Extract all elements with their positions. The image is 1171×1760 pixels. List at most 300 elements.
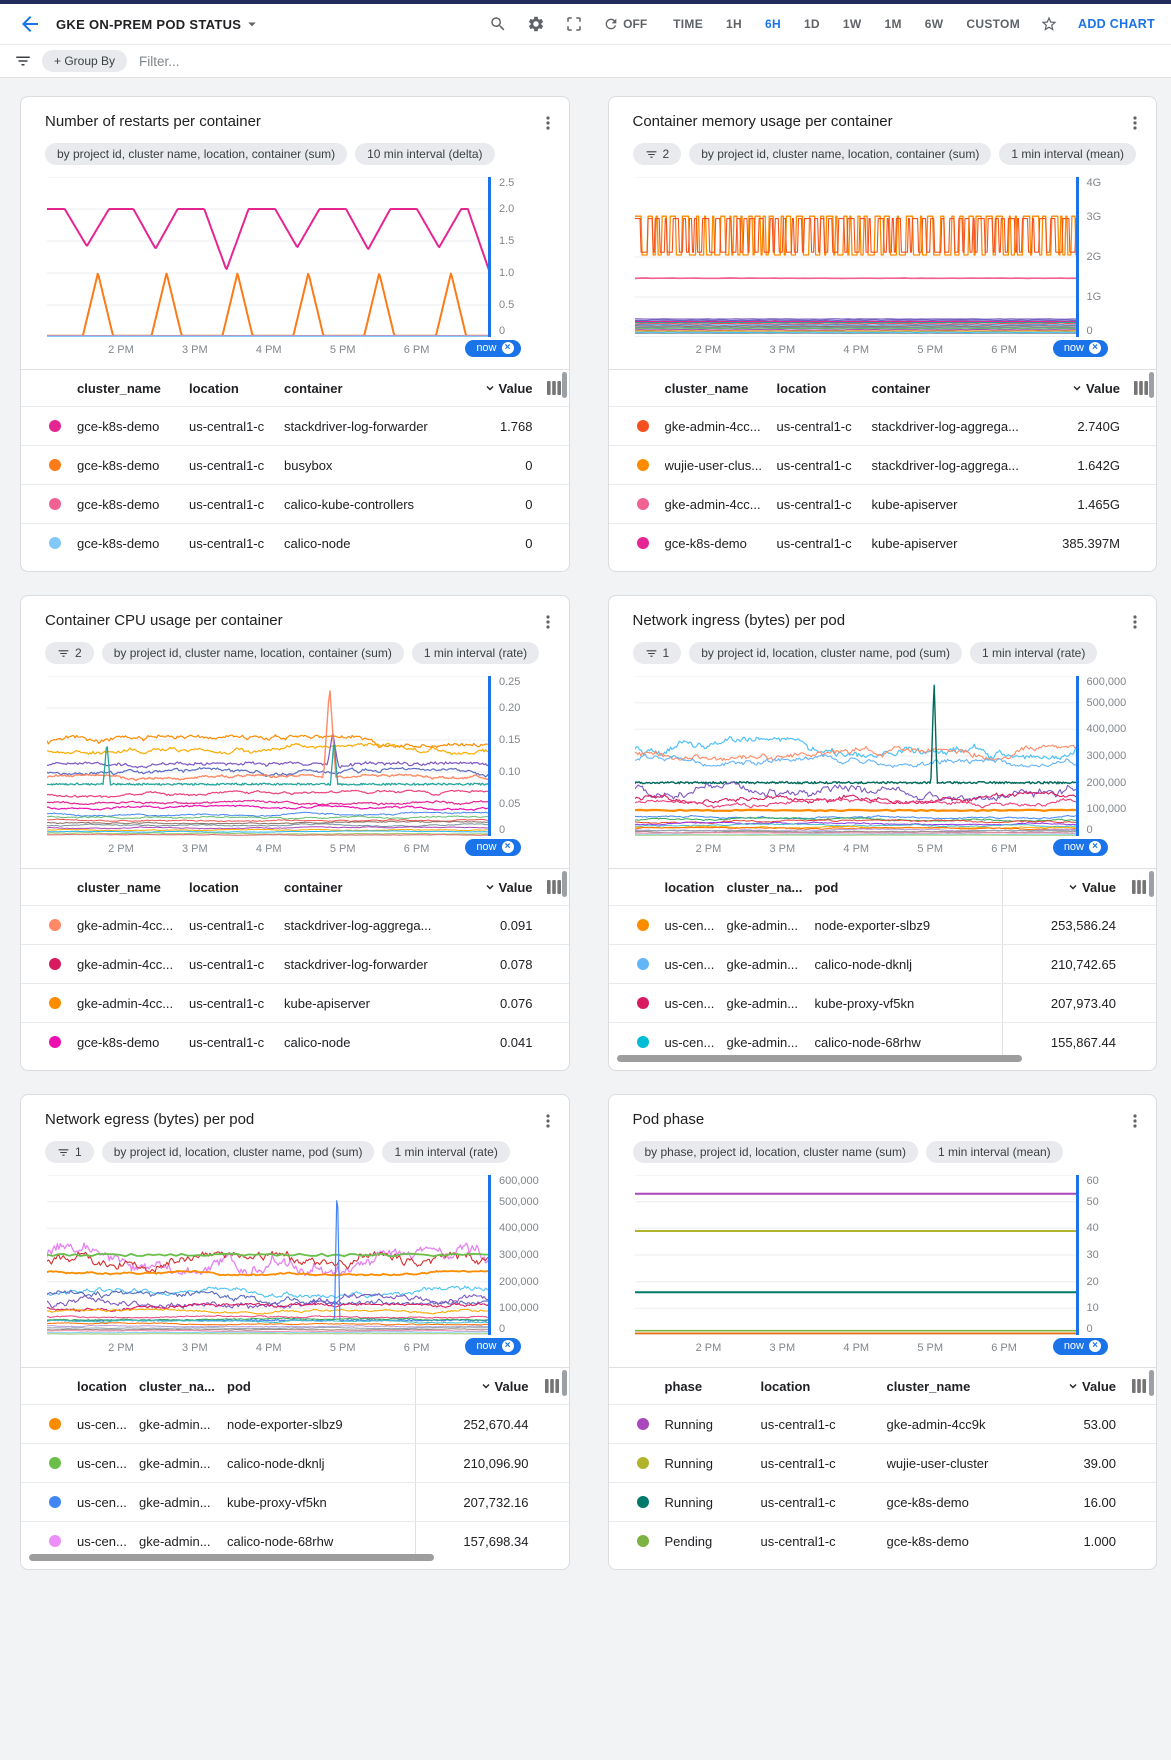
interval-chip[interactable]: 1 min interval (rate) xyxy=(382,1141,509,1163)
now-label: now xyxy=(476,841,497,853)
legend-table xyxy=(21,1367,569,1560)
value-cell: 385.397M xyxy=(1062,535,1120,551)
chip-row xyxy=(21,1130,569,1163)
legend-cell: us-cen... xyxy=(664,917,715,933)
legend-cell: node-exporter-slbz9 xyxy=(227,1416,343,1432)
legend-cell: gce-k8s-demo xyxy=(664,535,747,551)
chart-canvas[interactable] xyxy=(47,676,491,836)
series-color-dot xyxy=(637,1496,649,1508)
legend-row[interactable] xyxy=(21,406,569,445)
y-tick-label: 0 xyxy=(499,1323,506,1335)
chart-plot[interactable] xyxy=(47,676,491,836)
now-label: now xyxy=(1063,841,1084,853)
filter-count-chip[interactable] xyxy=(633,143,682,165)
chart-card xyxy=(608,1094,1158,1570)
card-menu-icon[interactable] xyxy=(539,114,557,132)
table-vertical-scrollbar[interactable] xyxy=(562,1370,567,1396)
value-cell: 53.00 xyxy=(1083,1416,1116,1432)
value-cell: 0 xyxy=(525,457,533,473)
filter-count: 1 xyxy=(75,1145,82,1159)
chart-card xyxy=(608,595,1158,1071)
interval-chip[interactable]: 1 min interval (rate) xyxy=(970,642,1097,664)
filter-icon xyxy=(57,647,70,660)
value-cell: 0 xyxy=(525,496,533,512)
sort-chevron-icon xyxy=(1068,1381,1078,1391)
chart xyxy=(635,177,1157,337)
chart xyxy=(47,177,569,337)
y-axis-labels xyxy=(1079,676,1157,836)
legend-cell: us-central1-c xyxy=(189,1034,265,1050)
column-header[interactable]: cluster_name xyxy=(77,380,161,396)
legend-cell: kube-proxy-vf5kn xyxy=(814,995,915,1011)
x-axis-labels xyxy=(635,1337,1098,1359)
now-badge[interactable] xyxy=(1053,1338,1108,1355)
column-display-icon[interactable] xyxy=(1133,381,1149,395)
legend-row[interactable] xyxy=(609,1482,1157,1521)
time-button-1m[interactable]: 1M xyxy=(884,17,902,31)
chart-canvas[interactable] xyxy=(635,676,1079,836)
sort-chevron-icon xyxy=(1072,383,1082,393)
card-menu-icon[interactable] xyxy=(1126,114,1144,132)
series-color-dot xyxy=(637,919,649,931)
now-label: now xyxy=(1063,342,1084,354)
column-header[interactable]: cluster_na... xyxy=(726,879,803,895)
column-header[interactable]: location xyxy=(776,380,827,396)
series-color-dot xyxy=(49,420,61,432)
legend-row[interactable] xyxy=(609,406,1157,445)
value-cell: 253,586.24 xyxy=(1002,906,1122,944)
y-tick-label: 2G xyxy=(1086,251,1102,263)
legend-row[interactable] xyxy=(21,523,569,562)
legend-cell: kube-proxy-vf5kn xyxy=(227,1494,327,1510)
now-label: now xyxy=(476,342,497,354)
chart-plot[interactable] xyxy=(47,177,491,337)
filter-count: 2 xyxy=(75,646,82,660)
value-cell: 1.642G xyxy=(1077,457,1120,473)
back-icon[interactable] xyxy=(18,12,42,36)
series-color-dot xyxy=(637,958,649,970)
series-color-dot xyxy=(49,958,61,970)
table-vertical-scrollbar[interactable] xyxy=(1149,372,1154,398)
x-tick-label: 3 PM xyxy=(769,344,796,356)
now-dismiss-icon[interactable]: × xyxy=(1089,1340,1101,1352)
time-button-1h[interactable]: 1H xyxy=(726,17,742,31)
table-vertical-scrollbar[interactable] xyxy=(1149,871,1154,897)
chart xyxy=(47,676,569,836)
table-vertical-scrollbar[interactable] xyxy=(1149,1370,1154,1396)
series-color-dot xyxy=(637,1535,649,1547)
chip-row xyxy=(609,631,1157,664)
aggregation-chip[interactable]: by project id, cluster name, location, container (sum) xyxy=(689,143,991,165)
series-color-dot xyxy=(49,919,61,931)
value-cell: 1.000 xyxy=(1083,1533,1116,1549)
auto-refresh-button[interactable] xyxy=(603,16,647,32)
legend-row[interactable] xyxy=(21,445,569,484)
legend-cell: gke-admin-4cc... xyxy=(77,956,174,972)
legend-cell: us-central1-c xyxy=(189,418,265,434)
chart-plot[interactable] xyxy=(47,1175,491,1335)
value-column-header[interactable] xyxy=(1042,1368,1122,1404)
x-tick-label: 5 PM xyxy=(917,344,944,356)
now-badge[interactable] xyxy=(465,1338,520,1355)
x-tick-label: 2 PM xyxy=(108,344,134,356)
value-cell: 252,670.44 xyxy=(415,1405,535,1443)
value-header-label: Value xyxy=(494,1378,529,1394)
y-tick-label: 200,000 xyxy=(1086,777,1127,789)
filter-icon xyxy=(645,647,658,660)
legend-cell: us-cen... xyxy=(664,1034,715,1050)
aggregation-chip[interactable]: by project id, cluster name, location, container (sum) xyxy=(102,642,404,664)
legend-cell: busybox xyxy=(284,457,333,473)
y-axis-labels xyxy=(491,177,569,337)
y-tick-label: 0.05 xyxy=(499,798,521,810)
series-color-dot xyxy=(637,459,649,471)
chart-canvas[interactable] xyxy=(635,177,1079,337)
legend-cell: kube-apiserver xyxy=(871,496,958,512)
sort-chevron-icon xyxy=(481,1381,491,1391)
y-tick-label: 300,000 xyxy=(499,1249,539,1261)
legend-table xyxy=(21,369,569,562)
time-button-custom[interactable]: CUSTOM xyxy=(966,17,1020,31)
y-tick-label: 0.10 xyxy=(499,766,521,778)
column-header[interactable]: location xyxy=(664,879,715,895)
now-dismiss-icon[interactable]: × xyxy=(1089,841,1101,853)
column-header[interactable]: location xyxy=(189,380,239,396)
x-tick-label: 5 PM xyxy=(917,843,944,855)
add-chart-button[interactable]: ADD CHART xyxy=(1078,17,1155,31)
chip-row xyxy=(21,631,569,664)
x-tick-label: 6 PM xyxy=(991,1342,1017,1354)
series-color-dot xyxy=(49,537,61,549)
series-color-dot xyxy=(637,1418,649,1430)
column-header[interactable]: cluster_na... xyxy=(139,1378,215,1394)
y-axis-labels xyxy=(491,676,569,836)
value-cell: 155,867.44 xyxy=(1002,1023,1122,1061)
x-axis-labels xyxy=(47,838,511,860)
table-horizontal-scrollbar[interactable] xyxy=(29,1554,434,1561)
x-tick-label: 4 PM xyxy=(843,1342,870,1354)
y-tick-label: 200,000 xyxy=(499,1276,539,1288)
legend-cell: node-exporter-slbz9 xyxy=(814,917,931,933)
card-menu-icon[interactable] xyxy=(539,613,557,631)
legend-cell: gke-admin-4cc... xyxy=(664,418,761,434)
legend-cell: us-central1-c xyxy=(776,418,852,434)
group-by-chip[interactable] xyxy=(42,50,127,72)
legend-row[interactable] xyxy=(609,983,1157,1022)
value-header-label: Value xyxy=(1086,380,1120,396)
app-toolbar xyxy=(0,4,1171,45)
filter-toolbar xyxy=(0,45,1171,78)
chart-card xyxy=(608,96,1158,572)
legend-cell: Pending xyxy=(664,1533,713,1549)
legend-row[interactable] xyxy=(609,484,1157,523)
y-tick-label: 1.0 xyxy=(499,267,515,279)
legend-cell: us-central1-c xyxy=(776,457,852,473)
card-menu-icon[interactable] xyxy=(539,1112,557,1130)
aggregation-chip[interactable]: by project id, location, cluster name, pod (sum) xyxy=(102,1141,375,1163)
legend-row[interactable] xyxy=(21,1404,569,1443)
legend-cell: stackdriver-log-aggrega... xyxy=(871,457,1019,473)
legend-cell: us-cen... xyxy=(664,956,715,972)
legend-cell: stackdriver-log-forwarder xyxy=(284,418,428,434)
aggregation-chip[interactable]: by project id, cluster name, location, container (sum) xyxy=(45,143,347,165)
legend-cell: us-cen... xyxy=(77,1494,127,1510)
legend-row[interactable] xyxy=(21,1022,569,1061)
now-badge[interactable] xyxy=(1053,340,1108,357)
now-dismiss-icon[interactable]: × xyxy=(502,841,514,853)
y-tick-label: 0.25 xyxy=(499,676,521,688)
legend-cell: us-central1-c xyxy=(189,995,265,1011)
legend-row[interactable] xyxy=(609,944,1157,983)
y-tick-label: 500,000 xyxy=(499,1196,539,1208)
interval-chip[interactable]: 1 min interval (rate) xyxy=(412,642,539,664)
value-cell: 210,742.65 xyxy=(1002,945,1122,983)
x-tick-label: 2 PM xyxy=(108,1342,134,1354)
table-header-row xyxy=(609,1367,1157,1404)
y-axis-labels xyxy=(1079,177,1157,337)
y-tick-label: 2.0 xyxy=(499,203,515,215)
search-icon[interactable] xyxy=(489,15,507,33)
chart-plot[interactable] xyxy=(635,177,1079,337)
x-tick-label: 5 PM xyxy=(329,344,356,356)
table-header-row xyxy=(21,868,569,905)
time-button-1w[interactable]: 1W xyxy=(842,17,862,31)
legend-cell: gce-k8s-demo xyxy=(77,457,160,473)
legend-row[interactable] xyxy=(609,1404,1157,1443)
series-color-dot xyxy=(49,1036,61,1048)
title-dropdown-caret-icon[interactable] xyxy=(243,15,261,33)
legend-cell: us-cen... xyxy=(77,1416,127,1432)
x-tick-label: 5 PM xyxy=(329,1342,356,1354)
chart-canvas[interactable] xyxy=(635,1175,1079,1335)
x-tick-label: 3 PM xyxy=(181,1342,208,1354)
column-header[interactable]: cluster_name xyxy=(886,1378,971,1394)
y-tick-label: 3G xyxy=(1086,211,1102,223)
value-cell: 207,973.40 xyxy=(1002,984,1122,1022)
y-tick-label: 0 xyxy=(1086,824,1093,836)
column-header[interactable]: phase xyxy=(664,1378,703,1394)
y-tick-label: 100,000 xyxy=(1086,803,1127,815)
chart xyxy=(635,676,1157,836)
interval-chip[interactable]: 10 min interval (delta) xyxy=(355,143,494,165)
legend-cell: gce-k8s-demo xyxy=(77,496,160,512)
column-header[interactable]: location xyxy=(189,879,239,895)
y-axis-labels xyxy=(1079,1175,1157,1335)
legend-cell: stackdriver-log-aggrega... xyxy=(871,418,1019,434)
filter-count-chip[interactable] xyxy=(45,642,94,664)
legend-row[interactable] xyxy=(21,983,569,1022)
value-cell: 16.00 xyxy=(1083,1494,1116,1510)
table-vertical-scrollbar[interactable] xyxy=(562,372,567,398)
aggregation-chip[interactable]: by project id, location, cluster name, pod (sum) xyxy=(689,642,962,664)
card-title: Container memory usage per container xyxy=(632,113,893,130)
legend-cell: us-central1-c xyxy=(189,457,265,473)
filter-count: 1 xyxy=(662,646,670,660)
y-tick-label: 400,000 xyxy=(1086,723,1127,735)
legend-cell: gke-admin... xyxy=(726,1034,799,1050)
legend-row[interactable] xyxy=(21,944,569,983)
legend-row[interactable] xyxy=(21,905,569,944)
now-label: now xyxy=(476,1340,497,1352)
y-tick-label: 0 xyxy=(499,325,506,337)
now-label: now xyxy=(1063,1340,1084,1352)
value-column-header[interactable] xyxy=(1046,370,1126,406)
series-color-dot xyxy=(49,1418,61,1430)
x-tick-label: 3 PM xyxy=(181,843,208,855)
now-badge[interactable] xyxy=(465,839,520,856)
interval-chip[interactable]: 1 min interval (mean) xyxy=(999,143,1136,165)
legend-cell: gke-admin... xyxy=(139,1455,211,1471)
legend-row[interactable] xyxy=(609,1521,1157,1560)
card-title: Network egress (bytes) per pod xyxy=(45,1111,255,1128)
series-color-dot xyxy=(49,997,61,1009)
value-cell: 157,698.34 xyxy=(415,1522,535,1560)
legend-cell: us-central1-c xyxy=(776,496,852,512)
y-tick-label: 600,000 xyxy=(499,1175,539,1187)
legend-cell: us-central1-c xyxy=(189,496,265,512)
filter-input[interactable] xyxy=(137,53,1157,70)
column-header[interactable]: container xyxy=(284,879,343,895)
series-color-dot xyxy=(637,498,649,510)
y-tick-label: 2.5 xyxy=(499,177,515,189)
legend-cell: calico-node xyxy=(284,1034,351,1050)
legend-row[interactable] xyxy=(21,484,569,523)
filter-list-icon[interactable] xyxy=(14,52,32,70)
legend-cell: Running xyxy=(664,1494,713,1510)
x-tick-label: 4 PM xyxy=(255,1342,282,1354)
legend-cell: us-central1-c xyxy=(760,1455,836,1471)
x-axis-labels xyxy=(635,339,1098,361)
card-menu-icon[interactable] xyxy=(1126,1112,1144,1130)
column-display-icon[interactable] xyxy=(1131,880,1147,894)
refresh-state-label: OFF xyxy=(623,17,648,31)
y-tick-label: 50 xyxy=(1086,1196,1099,1208)
card-menu-icon[interactable] xyxy=(1126,613,1144,631)
time-button-1d[interactable]: 1D xyxy=(803,17,820,31)
legend-table xyxy=(609,1367,1157,1560)
legend-table xyxy=(609,868,1157,1061)
now-dismiss-icon[interactable]: × xyxy=(502,1340,514,1352)
legend-table xyxy=(609,369,1157,562)
chart xyxy=(635,1175,1157,1335)
dashboard-title[interactable] xyxy=(56,15,261,33)
value-column-header[interactable] xyxy=(1002,869,1122,905)
legend-cell: gke-admin-4cc... xyxy=(77,995,174,1011)
value-cell: 1.768 xyxy=(499,418,533,434)
filter-count-chip[interactable] xyxy=(45,1141,94,1163)
table-vertical-scrollbar[interactable] xyxy=(562,871,567,897)
legend-cell: us-cen... xyxy=(77,1455,127,1471)
fullscreen-icon[interactable] xyxy=(565,15,583,33)
group-by-label: + Group By xyxy=(54,54,116,68)
aggregation-chip[interactable]: by phase, project id, location, cluster name (sum) xyxy=(633,1141,918,1163)
legend-row[interactable] xyxy=(609,445,1157,484)
sort-chevron-icon xyxy=(1068,882,1078,892)
value-column-header[interactable] xyxy=(459,869,539,905)
time-button-6h[interactable]: 6H xyxy=(765,17,781,31)
y-tick-label: 300,000 xyxy=(1086,750,1127,762)
chart-plot[interactable] xyxy=(635,676,1079,836)
toolbar-actions xyxy=(489,15,1155,33)
legend-cell: gke-admin... xyxy=(726,917,799,933)
legend-cell: calico-node-dknlj xyxy=(814,956,913,972)
star-icon[interactable] xyxy=(1040,15,1058,33)
column-header[interactable]: cluster_name xyxy=(77,879,161,895)
x-tick-label: 2 PM xyxy=(695,344,722,356)
column-display-icon[interactable] xyxy=(546,880,562,894)
column-display-icon[interactable] xyxy=(544,1379,560,1393)
value-column-header[interactable] xyxy=(459,370,539,406)
legend-cell: us-central1-c xyxy=(189,535,265,551)
chart-card xyxy=(20,1094,570,1570)
chip-row xyxy=(609,1130,1157,1163)
column-display-icon[interactable] xyxy=(1131,1379,1147,1393)
now-badge[interactable] xyxy=(465,340,520,357)
legend-cell: calico-kube-controllers xyxy=(284,496,415,512)
chart-canvas[interactable] xyxy=(47,1175,491,1335)
legend-row[interactable] xyxy=(609,1443,1157,1482)
series-color-dot xyxy=(637,537,649,549)
value-cell: 39.00 xyxy=(1083,1455,1116,1471)
x-axis-labels xyxy=(635,838,1098,860)
column-header[interactable]: location xyxy=(760,1378,811,1394)
column-display-icon[interactable] xyxy=(546,381,562,395)
legend-cell: calico-node xyxy=(284,535,351,551)
legend-cell: wujie-user-cluster xyxy=(886,1455,989,1471)
column-header[interactable]: pod xyxy=(227,1378,251,1394)
legend-row[interactable] xyxy=(21,1482,569,1521)
x-tick-label: 3 PM xyxy=(769,843,796,855)
x-tick-label: 4 PM xyxy=(255,344,282,356)
now-badge[interactable] xyxy=(1053,839,1108,856)
y-tick-label: 0 xyxy=(499,824,506,836)
time-button-6w[interactable]: 6W xyxy=(924,17,944,31)
chart-plot[interactable] xyxy=(635,1175,1079,1335)
legend-cell: gke-admin... xyxy=(139,1494,211,1510)
time-button-time[interactable]: TIME xyxy=(673,17,704,31)
now-dismiss-icon[interactable]: × xyxy=(502,342,514,354)
chart-canvas[interactable] xyxy=(47,177,491,337)
table-horizontal-scrollbar[interactable] xyxy=(617,1055,1022,1062)
value-column-header[interactable] xyxy=(415,1368,535,1404)
column-header[interactable]: container xyxy=(871,380,931,396)
now-dismiss-icon[interactable]: × xyxy=(1089,342,1101,354)
legend-row[interactable] xyxy=(609,523,1157,562)
legend-row[interactable] xyxy=(609,905,1157,944)
table-header-row xyxy=(21,369,569,406)
filter-icon xyxy=(57,1146,70,1159)
legend-cell: calico-node-dknlj xyxy=(227,1455,325,1471)
legend-cell: gke-admin-4cc... xyxy=(77,917,174,933)
page-title: GKE ON-PREM POD STATUS xyxy=(56,16,242,32)
column-header[interactable]: location xyxy=(77,1378,127,1394)
y-tick-label: 40 xyxy=(1086,1222,1099,1234)
series-color-dot xyxy=(637,997,649,1009)
filter-count: 2 xyxy=(662,147,670,161)
column-header[interactable]: pod xyxy=(814,879,839,895)
x-tick-label: 6 PM xyxy=(403,843,430,855)
column-header[interactable]: cluster_name xyxy=(664,380,749,396)
legend-cell: us-central1-c xyxy=(760,1533,836,1549)
value-header-label: Value xyxy=(498,879,533,895)
gear-icon[interactable] xyxy=(527,15,545,33)
filter-count-chip[interactable] xyxy=(633,642,682,664)
y-axis-labels xyxy=(491,1175,569,1335)
legend-row[interactable] xyxy=(21,1443,569,1482)
column-header[interactable]: container xyxy=(284,380,343,396)
legend-cell: stackdriver-log-aggrega... xyxy=(284,917,432,933)
interval-chip[interactable]: 1 min interval (mean) xyxy=(926,1141,1063,1163)
